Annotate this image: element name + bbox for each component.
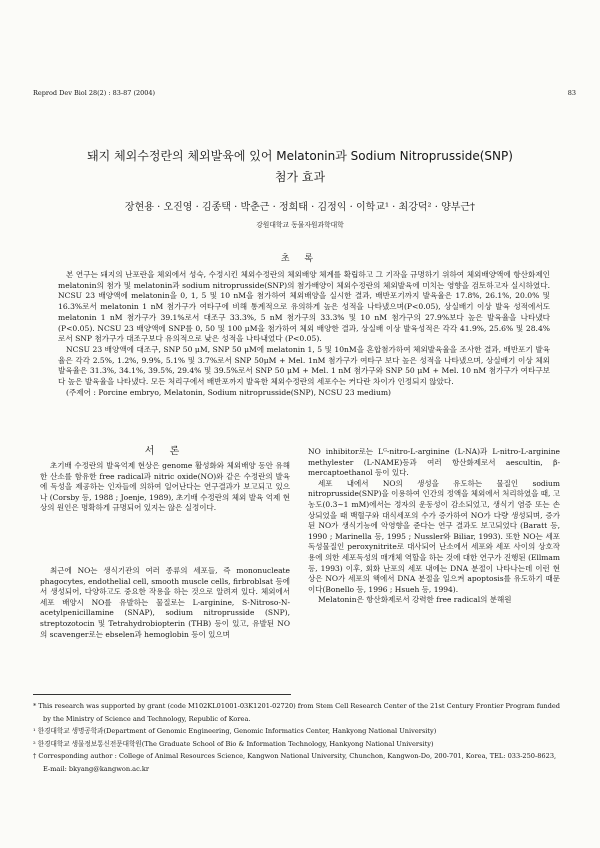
paragraph: 세포 내에서 NO의 생성을 유도하는 물질인 sodium nitroprusside(SNP)을 이용하여 인간의 정액을 체외에서 처리하였을 때, 고농도(0.3~1 mM)에서는 정자의 운동성이 감소되었고, 생식기 염증 또는 손상되었을 때 백혈구와 대식세포의 수가 증가하여 NO가 다량 생성되며, 증가된 NO가 생식기능에 악영향을 준다는 연구 결과도 보고되었다 (Baratt 등, 1990 ; Marinella 등, 1995 ; Nussler와 Biliar, 1993). 또한 NO는 세포독성물질인 peroxynitrite로 대사되어 난소에서 세포와 세포 사이의 상호작용에 의한 세포독성의 매개체 역할을 하는 것에 대한 연구가 진행된 (Ellmam 등, 1993) 이후, 회화 난포의 세포 내에는 DNA 분절이 나타나는데 이런 현상은 NO가 세포의 핵에서 DNA 분절을 일으켜 apoptosis를 유도하기 때문이다(Bonello 등, 1996 ; Hsueh 등, 1994). (308, 478, 560, 594)
abstract-paragraph: 본 연구는 돼지의 난포란을 체외에서 성숙, 수정시킨 체외수정란의 체외배양 체계를 확립하고 그 기작을 규명하기 위하여 체외배양액에 항산화제인 melatonin의 첨가 및 melatonin과 sodium nitroprusside(SNP)의 첨가배양이 체외수정란의 체외발육에 미치는 영향을 검토하고자 실시하였다. NCSU 23 배양액에 melatonin을 0, 1, 5 및 10 nM을 첨가하여 체외배양을 실시한 결과, 배반포기까지 발육율은 17.8%, 26.1%, 20.0% 및 16.3%로서 melatonin 1 nM 첨가구가 여타구에 비해 통계적으로 유의하게 높은 성적을 나타냈으며(P<0.05), 상실배기 이상 발육 성적에서도 melatonin 1 nM 첨가구가 39.1%로서 대조구 33.3%, 5 nM 첨가구의 33.3% 및 10 nM 첨가구의 27.9%보다 높은 발육율을 나타냈다(P<0.05). NCSU 23 배양액에 SNP를 0, 50 및 100 μM을 첨가하여 체외 배양한 결과, 상실배 이상 발육성적은 각각 41.9%, 25.6% 및 28.4%로서 SNP 첨가구가 대조구보다 유의적으로 낮은 성적을 나타내었다 (P<0.05). (58, 270, 550, 344)
title-line-1: 돼지 체외수정란의 체외발육에 있어 Melatonin과 Sodium Nitroprusside(SNP) (87, 149, 513, 163)
abstract-paragraph: NCSU 23 배양액에 대조구, SNP 50 μM, SNP 50 μM에 melatonin 1, 5 및 10nM을 혼합첨가하여 체외발육율을 조사한 결과, 배반포기 발육율은 각각 2.5%, 1.2%, 9.9%, 5.1% 및 3.7%로서 SNP 50μM + Mel. 1nM 첨가구가 여타구 보다 높은 성적을 나타냈으며, 상실배기 이상 체외 발육율은 31.3%, 34.1%, 39.5%, 29.4% 및 39.5%로서 SNP 50 μM + Mel. 1 nM 첨가구와 SNP 50 μM + Mel. 10 nM 첨가구가 여타구보다 높은 발육율을 나타냈다. 모든 처리구에서 배반포까지 발육한 체외수정란의 세포수는 커다란 차이가 인정되지 않았다. (58, 344, 550, 387)
journal-citation: Reprod Dev Biol 28(2) : 83-87 (2004) (33, 89, 156, 97)
article-title (30, 146, 570, 188)
paragraph: Melatonin은 항산화제로서 강력한 free radical의 분해원 (318, 595, 512, 605)
footnote-affiliation-2: ² 한경대학교 생물정보통신전문대학원(The Graduate School of Bio & Information Technology, Hankyong National University) (33, 739, 434, 748)
page-number: 83 (567, 89, 576, 97)
left-column-paragraph (40, 461, 290, 514)
left-column-paragraph (40, 566, 290, 640)
paragraph: 최근에 NO는 생식기관의 여러 종류의 세포들, 즉 mononucleate phagocytes, endothelial cell, smooth muscle cells, firbroblsat 등에서 생성되어, 다양하고도 중요한 작용을 하는 것으로 알려져 있다. 체외에서 세포 배양시 NO를 유발하는 물질로는 L-arginine, S-Nitroso-N-acetylpenicillamine (SNAP), sodium nitroprusside (SNP), streptozotocin 및 Tetrahydrobiopterin (THB) 등이 있고, 유발된 NO의 scavenger로는 ebselen과 hemoglobin 등이 있으며 (40, 566, 290, 639)
paragraph: 초기배 수정란의 발육억제 현상은 genome 활성화와 체외배양 동안 유해한 산소를 함유한 free radical과 nitric oxide(NO)와 같은 수정란의 발육에 독성을 제공하는 인자들에 의하여 일어난다는 연구결과가 보고되고 있으나 (Corsby 등, 1988 ; Joenje, 1989), 초기배 수정란의 체외 발육 억제 현상의 원인은 명확하게 규명되어 있지는 않은 실정이다. (40, 461, 290, 513)
introduction-heading: 서 론 (144, 446, 186, 457)
footnote-divider (33, 694, 291, 695)
affiliation: 강원대학교 동물자원과학대학 (256, 221, 344, 229)
title-line-2: 첨가 효과 (274, 170, 326, 184)
footnotes (33, 700, 563, 775)
right-column (308, 447, 560, 606)
paragraph: NO inhibitor로는 Lᴳ-nitro-L-arginine (L-NA)과 L-nitro-L-arginine methylester (L-NAME)등과 여러 항산화제로서 aescultin, β-mercaptoethanol 등이 있다. (308, 447, 560, 478)
abstract-heading: 초 록 (280, 254, 320, 264)
abstract-keywords: (주제어 : Porcine embryo, Melatonin, Sodium nitroprusside(SNP), NCSU 23 medium) (66, 387, 391, 397)
abstract-body (58, 270, 550, 398)
footnote-corresponding-author: † Corresponding author : College of Animal Resources Science, Kangwon National University, Chunchon, Kangwon-Do, 200-701, Korea, TEL: 033-250-8623, E-mail: bkyang@kangwon.ac.kr (33, 752, 557, 773)
footnote-affiliation-1: ¹ 한경대학교 생명공학과(Department of Genomic Engineering, Genomic Informatics Center, Hankyong National University) (33, 727, 437, 735)
author-list: 장현용 · 오진영 · 김종택 · 박춘근 · 정희태 · 김정익 · 이학교¹ · 최강덕² · 양부근† (124, 202, 476, 213)
footnote-funding: * This research was supported by grant (code M102KL01001-03K1201-02720) from Stem Cell Research Center of the 21st Century Frontier Program funded by the Ministry of Science and Technology, Republic of Korea. (33, 702, 560, 723)
